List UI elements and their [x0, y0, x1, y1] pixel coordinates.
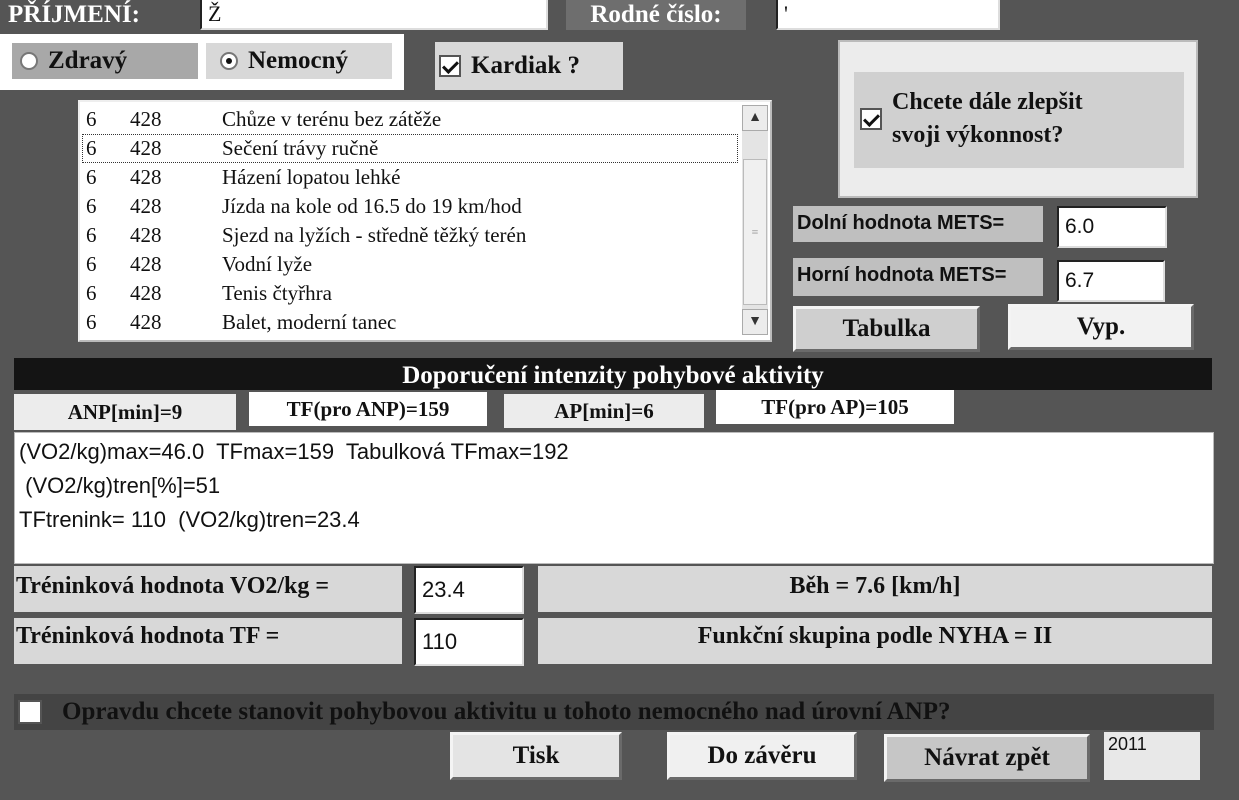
list-item-col1: 6 — [86, 310, 97, 334]
list-item-activity: Jízda na kole od 16.5 do 19 km/hod — [222, 194, 522, 218]
cardiac-label: Kardiak ? — [471, 52, 581, 79]
improve-checkbox[interactable] — [860, 108, 882, 130]
scroll-down-button[interactable]: ▼ — [742, 309, 768, 335]
scroll-thumb[interactable]: ≡ — [743, 159, 767, 305]
cardiac-checkbox[interactable] — [439, 55, 461, 77]
birth-number-label — [566, 0, 746, 30]
birth-number-label-text: Rodné číslo: — [590, 1, 722, 28]
list-item-col1: 6 — [86, 136, 97, 160]
list-item-col2: 428 — [130, 281, 162, 305]
list-item-activity: Vodní lyže — [222, 252, 313, 276]
radio-healthy-circle[interactable] — [20, 52, 38, 70]
training-vo2-label: Tréninková hodnota VO2/kg = — [14, 566, 402, 612]
list-item-col2: 428 — [130, 194, 162, 218]
table-button[interactable]: Tabulka — [793, 306, 980, 352]
mets-lower-label: Dolní hodnota METS= — [793, 206, 1043, 242]
list-item-activity: Chůze v terénu bez zátěže — [222, 107, 442, 131]
radio-sick-label: Nemocný — [248, 47, 348, 74]
list-item-col2: 428 — [130, 136, 162, 160]
nyha-panel — [538, 618, 1212, 664]
activity-list-rows — [82, 105, 738, 337]
list-item[interactable] — [82, 192, 738, 221]
list-item-col2: 428 — [130, 310, 162, 334]
list-item-col2: 428 — [130, 223, 162, 247]
recommendation-header: Doporučení intenzity pohybové aktivity — [14, 358, 1212, 390]
list-item-col2: 428 — [130, 107, 162, 131]
mets-upper-label: Horní hodnota METS= — [793, 258, 1043, 296]
run-speed-panel — [538, 566, 1212, 612]
ap-tag: AP[min]=6 — [504, 394, 704, 428]
list-item-col1: 6 — [86, 194, 97, 218]
list-item[interactable] — [82, 163, 738, 192]
surname-field[interactable]: Ž — [200, 0, 548, 30]
cardiac-checkbox-row[interactable] — [435, 42, 623, 90]
back-button[interactable]: Návrat zpět — [884, 734, 1090, 782]
list-item[interactable] — [82, 250, 738, 279]
radio-sick-circle[interactable] — [220, 52, 238, 70]
tf-anp-tag: TF(pro ANP)=159 — [249, 392, 487, 426]
above-anp-row[interactable] — [14, 694, 1214, 730]
improve-label — [892, 86, 1083, 152]
list-item-activity: Sečení trávy ručně — [222, 136, 379, 160]
improve-label-line2: svoji výkonnost? — [892, 122, 1064, 148]
run-speed-text: Běh = 7.6 [km/h] — [789, 573, 961, 599]
list-item[interactable] — [82, 105, 738, 134]
info-text: (VO2/kg)max=46.0 TFmax=159 Tabulková TFmax=192 (VO2/kg)tren[%]=51 TFtrenink= 110 (VO2/kg)tren=23.4 — [19, 439, 569, 532]
status-radio-group — [0, 34, 404, 90]
tf-ap-tag: TF(pro AP)=105 — [716, 390, 954, 424]
list-item-col1: 6 — [86, 165, 97, 189]
training-vo2-field[interactable]: 23.4 — [414, 566, 524, 614]
list-item-col2: 428 — [130, 252, 162, 276]
training-tf-label: Tréninková hodnota TF = — [14, 618, 402, 664]
radio-sick[interactable] — [206, 43, 392, 79]
training-tf-field[interactable]: 110 — [414, 618, 524, 666]
improve-panel — [838, 40, 1198, 198]
mets-upper-field[interactable]: 6.7 — [1057, 260, 1165, 302]
surname-label: PŘÍJMENÍ: — [8, 1, 140, 28]
list-scrollbar[interactable] — [742, 105, 768, 335]
list-item[interactable] — [82, 279, 738, 308]
anp-tag: ANP[min]=9 — [14, 394, 236, 430]
list-item-col1: 6 — [86, 107, 97, 131]
radio-healthy[interactable] — [12, 43, 198, 79]
list-item-activity: Házení lopatou lehké — [222, 165, 401, 189]
info-textarea — [14, 432, 1214, 564]
list-item-col1: 6 — [86, 281, 97, 305]
calc-button[interactable]: Vyp. — [1008, 304, 1194, 350]
list-item-activity: Balet, moderní tanec — [222, 310, 397, 334]
improve-label-line1: Chcete dále zlepšit — [892, 89, 1083, 115]
list-item-col1: 6 — [86, 252, 97, 276]
list-item-col1: 6 — [86, 223, 97, 247]
radio-healthy-label: Zdravý — [48, 47, 128, 74]
above-anp-label: Opravdu chcete stanovit pohybovou aktivitu u tohoto nemocného nad úrovní ANP? — [62, 698, 951, 725]
list-item[interactable] — [82, 308, 738, 337]
activity-listbox[interactable] — [78, 100, 772, 342]
list-item[interactable] — [82, 221, 738, 250]
list-item-activity: Tenis čtyřhra — [222, 281, 332, 305]
year-box: 2011 — [1104, 732, 1200, 780]
nyha-text: Funkční skupina podle NYHA = II — [697, 623, 1053, 649]
print-button[interactable]: Tisk — [450, 732, 622, 780]
list-item[interactable] — [82, 134, 738, 163]
improve-inner — [854, 72, 1184, 168]
birth-number-field[interactable]: ' — [776, 0, 1000, 30]
to-conclusion-button[interactable]: Do závěru — [667, 732, 857, 780]
list-item-activity: Sjezd na lyžích - středně těžký terén — [222, 223, 527, 247]
above-anp-checkbox[interactable] — [18, 700, 42, 724]
scroll-up-button[interactable]: ▲ — [742, 105, 768, 131]
list-item-col2: 428 — [130, 165, 162, 189]
mets-lower-field[interactable]: 6.0 — [1057, 206, 1167, 248]
